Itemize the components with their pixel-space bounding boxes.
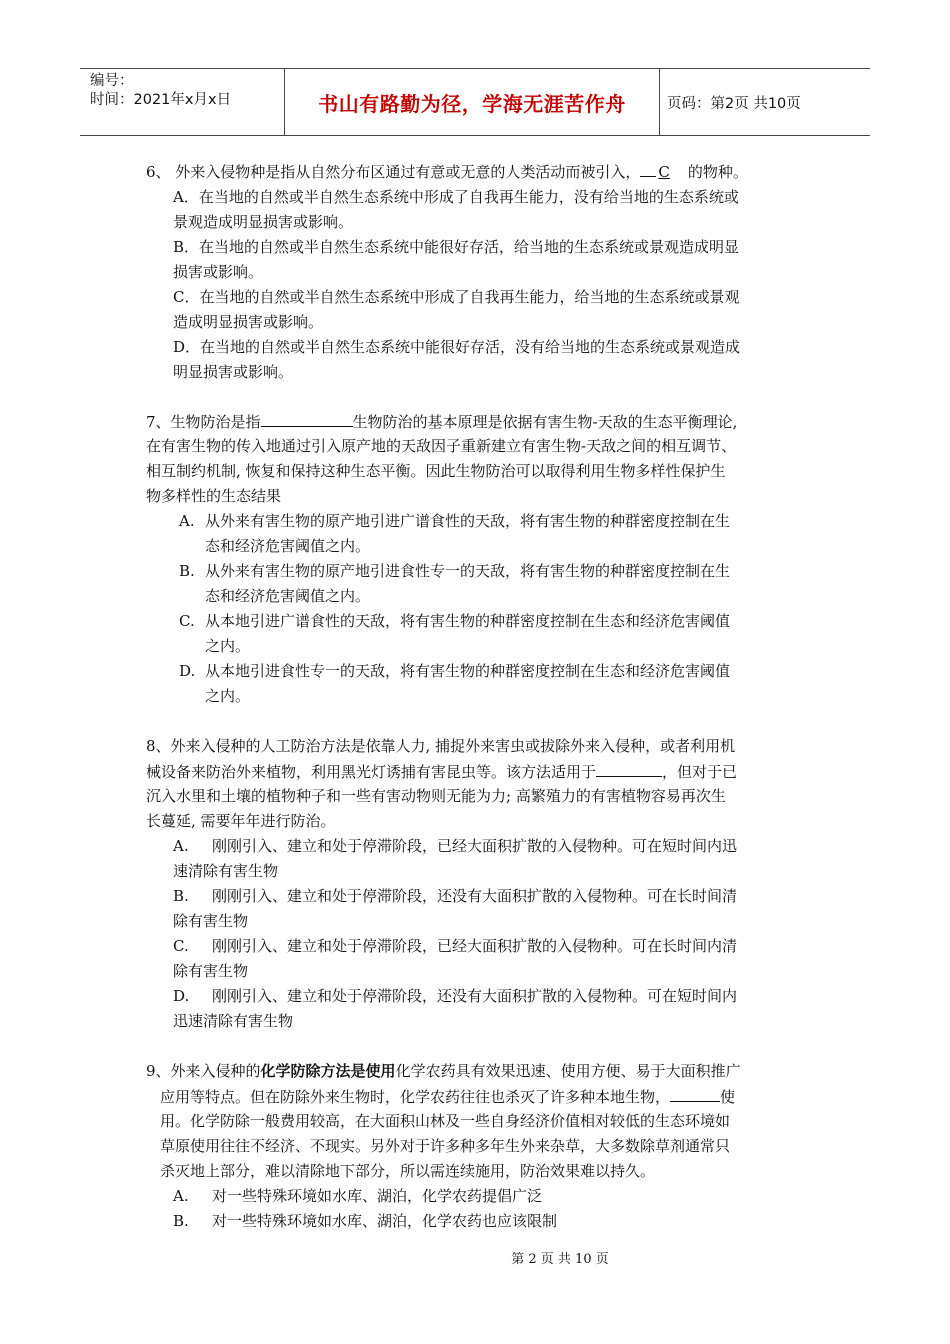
header-meta (80, 69, 284, 135)
header-motto-cell (284, 69, 660, 135)
q8-option-c-label: C. (173, 937, 189, 955)
q8-option-b-line1: 刚刚引入、建立和处于停滞阶段，还没有大面积扩散的入侵物种。可在长时间清 (212, 887, 738, 905)
q7-option-d-line1: 从本地引进食性专一的天敌，将有害生物的种群密度控制在生态和经济危害阈值 (205, 662, 731, 680)
q6-option-d-line2: 明显损害或影响。 (173, 363, 294, 381)
q7-stem-text: 7、生物防治是指 (146, 413, 261, 431)
q8-option-b-label: B. (173, 887, 189, 905)
q7-option-d-line2: 之内。 (205, 687, 251, 705)
q6-option-b-line1: B．在当地的自然或半自然生态系统中能很好存活，给当地的生态系统或景观造成明显 (173, 238, 740, 256)
q9-option-a-label: A. (173, 1187, 189, 1205)
q6-option-a-line2: 景观造成明显损害或影响。 (173, 213, 354, 231)
q8-stem-text-cont: ，但对于已 (662, 763, 738, 781)
q6-option-d-line1: D．在当地的自然或半自然生态系统中能很好存活，没有给当地的生态系统或景观造成 (173, 338, 741, 356)
answer-blank (596, 761, 662, 777)
q9-stem-line4: 草原使用往往不经济、不现实。另外对于许多种多年生外来杂草，大多数除草剂通常只 (160, 1137, 731, 1155)
q6-stem (146, 161, 748, 182)
q9-stem-text: 9、外来入侵种的 (146, 1062, 261, 1080)
q7-stem-line4: 物多样性的生态结果 (146, 487, 282, 505)
q7-option-a-line1: 从外来有害生物的原产地引进广谱食性的天敌，将有害生物的种群密度控制在生 (205, 512, 731, 530)
q8-option-c-line2: 除有害生物 (173, 962, 249, 980)
q7-option-c-line2: 之内。 (205, 637, 251, 655)
number-label: 编号： (90, 73, 134, 89)
answer-blank (640, 161, 656, 177)
q9-option-a-text: 对一些特殊环境如水库、湖泊，化学农药提倡广泛 (212, 1187, 543, 1205)
q8-stem-text: 械设备来防治外来植物，利用黑光灯诱捕有害昆虫等。该方法适用于 (146, 763, 597, 781)
q9-stem-line3: 用。化学防除一般费用较高，在大面积山林及一些自身经济价值相对较低的生态环境如 (160, 1112, 731, 1130)
q6-option-b-line2: 损害或影响。 (173, 263, 264, 281)
q8-option-d-line1: 刚刚引入、建立和处于停滞阶段，还没有大面积扩散的入侵物种。可在短时间内 (212, 987, 738, 1005)
answer-blank (670, 1086, 720, 1102)
q8-stem-line3: 沉入水里和土壤的植物种子和一些有害动物则无能为力; 高繁殖力的有害植物容易再次生 (146, 787, 726, 805)
q7-stem-text-cont: 生物防治的基本原理是依据有害生物-天敌的生态平衡理论, (352, 413, 738, 431)
page-footer: 第 2 页 共 10 页 (511, 1252, 609, 1267)
q9-option-b-text: 对一些特殊环境如水库、湖泊，化学农药也应该限制 (212, 1212, 558, 1230)
q7-option-b-line1: 从外来有害生物的原产地引进食性专一的天敌，将有害生物的种群密度控制在生 (205, 562, 731, 580)
q7-option-b-line2: 态和经济危害阈值之内。 (205, 587, 371, 605)
header-page-info (660, 69, 870, 135)
q7-stem-line1 (146, 411, 737, 432)
q9-stem-line1 (146, 1061, 741, 1081)
q8-option-d-label: D. (173, 987, 190, 1005)
page-info: 页码：第2页 共10页 (667, 95, 801, 112)
q6-answer: C (658, 163, 670, 181)
q8-option-c-line1: 刚刚引入、建立和处于停滞阶段，已经大面积扩散的入侵物种。可在长时间内清 (212, 937, 738, 955)
q9-stem-text2: 应用等特点。但在防除外来生物时，化学农药往往也杀灭了许多种本地生物， (160, 1088, 671, 1106)
q8-stem-line1: 8、外来入侵种的人工防治方法是依靠人力, 捕捉外来害虫或拔除外来入侵种，或者利用机 (146, 737, 736, 755)
page-header (80, 68, 870, 136)
q6-option-a-line1: A．在当地的自然或半自然生态系统中形成了自我再生能力，没有给当地的生态系统或 (173, 188, 739, 206)
motto: 书山有路勤为径，学海无涯苦作舟 (318, 91, 626, 116)
answer-blank (261, 411, 353, 427)
q8-option-a-label: A. (173, 837, 189, 855)
q9-option-b-label: B. (173, 1212, 189, 1230)
q9-stem-bold: 化学防除方法是使用 (260, 1062, 396, 1080)
q7-option-a-line2: 态和经济危害阈值之内。 (205, 537, 371, 555)
q7-stem-line2: 在有害生物的传入地通过引入原产地的天敌因子重新建立有害生物-天敌之间的相互调节、 (146, 437, 737, 455)
q9-stem-text-cont: 化学农药具有效果迅速、使用方便、易于大面积推广 (395, 1062, 741, 1080)
q9-stem-line5: 杀灭地上部分，难以清除地下部分，所以需连续施用，防治效果难以持久。 (160, 1162, 656, 1180)
q9-stem-text2-cont: 使 (720, 1088, 736, 1106)
q6-option-c-line2: 造成明显损害或影响。 (173, 313, 324, 331)
q9-stem-line2 (160, 1086, 735, 1107)
q8-option-a-line2: 速清除有害生物 (173, 862, 279, 880)
q7-option-c-label: C. (179, 612, 195, 630)
q7-option-c-line1: 从本地引进广谱食性的天敌，将有害生物的种群密度控制在生态和经济危害阈值 (205, 612, 731, 630)
q6-option-c-line1: C．在当地的自然或半自然生态系统中形成了自我再生能力，给当地的生态系统或景观 (173, 288, 740, 306)
time-label: 时间：2021年x月x日 (90, 92, 232, 108)
q7-option-a-label: A. (179, 512, 195, 530)
q8-option-d-line2: 迅速清除有害生物 (173, 1012, 294, 1030)
q8-stem-line4: 长蔓延, 需要年年进行防治。 (146, 812, 336, 830)
q7-option-b-label: B. (179, 562, 195, 580)
q7-option-d-label: D. (179, 662, 196, 680)
q8-option-a-line1: 刚刚引入、建立和处于停滞阶段，已经大面积扩散的入侵物种。可在短时间内迅 (212, 837, 738, 855)
q8-stem-line2 (146, 761, 737, 782)
q6-stem-text: 6、 外来入侵物种是指从自然分布区通过有意或无意的人类活动而被引入， (146, 163, 641, 181)
q6-stem-end: 的物种。 (687, 163, 748, 181)
q7-stem-line3: 相互制约机制, 恢复和保持这种生态平衡。因此生物防治可以取得利用生物多样性保护生 (146, 462, 726, 480)
q8-option-b-line2: 除有害生物 (173, 912, 249, 930)
